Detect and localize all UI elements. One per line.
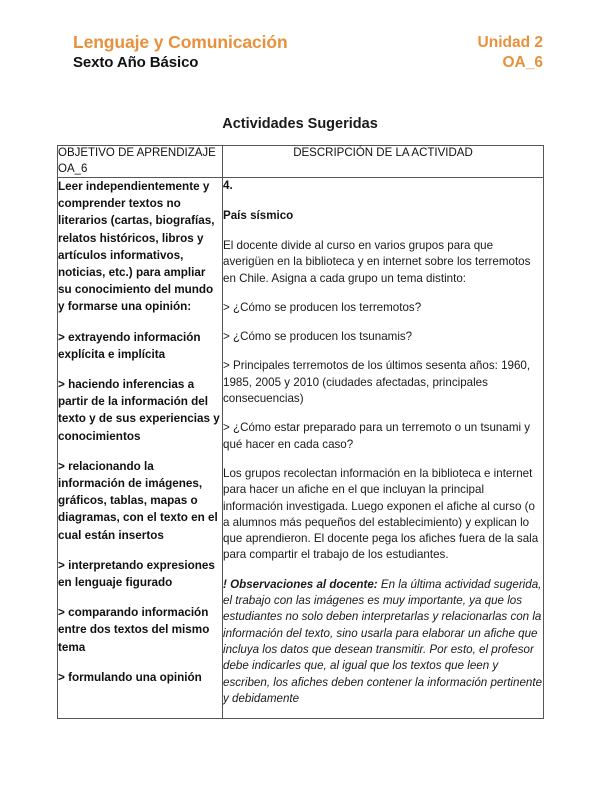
objective-bullet: > haciendo inferencias a partir de la información del texto y de sus experiencias y conocimientos bbox=[58, 378, 220, 443]
oa-code: OA_6 bbox=[502, 54, 543, 71]
objective-cell bbox=[58, 178, 223, 719]
objective-bullet: > interpretando expresiones en lenguaje figurado bbox=[58, 558, 215, 590]
subject-title: Lenguaje y Comunicación bbox=[73, 32, 288, 52]
objective-bullet: > formulando una opinión bbox=[58, 670, 202, 684]
objective-bullet: > relacionando la información de imágenes, gráficos, tablas, mapas o diagramas, con el texto en el cual están insertos bbox=[58, 459, 218, 542]
activity-subtitle: País sísmico bbox=[223, 209, 294, 222]
objective-intro: Leer independientemente y comprender textos no literarios (cartas, biografías, relatos históricos, libros y artículos informativos, noticias, etc.) para ampliar su conocimiento del mundo y formarse una opinión: bbox=[58, 180, 215, 314]
header-right-block bbox=[478, 32, 543, 73]
activity-topic: > ¿Cómo estar preparado para un terremoto o un tsunami y qué hacer en cada caso? bbox=[223, 421, 531, 451]
teacher-observations bbox=[223, 577, 543, 707]
document-header bbox=[57, 32, 543, 82]
activity-topic: > ¿Cómo se producen los tsunamis? bbox=[223, 330, 413, 344]
activity-intro: El docente divide al curso en varios grupos para que averigüen en la biblioteca y en internet sobre los terremotos en Chile. Asigna a cada grupo un tema distinto: bbox=[223, 239, 531, 285]
column-header-objective: OBJETIVO DE APRENDIZAJE OA_6 bbox=[58, 146, 223, 178]
objective-bullet: > extrayendo información explícita e implícita bbox=[58, 330, 201, 361]
header-left-block bbox=[73, 32, 288, 73]
column-header-description: DESCRIPCIÓN DE LA ACTIVIDAD bbox=[223, 146, 544, 178]
objective-bullet: > comparando información entre dos textos del mismo tema bbox=[58, 606, 210, 654]
description-cell bbox=[223, 178, 544, 719]
grade-title: Sexto Año Básico bbox=[73, 54, 199, 71]
activity-topic: > ¿Cómo se producen los terremotos? bbox=[223, 300, 422, 314]
activities-table bbox=[57, 145, 544, 719]
table-row bbox=[58, 178, 544, 719]
observation-marker: ! bbox=[223, 577, 227, 591]
table-header-row bbox=[58, 146, 544, 178]
activity-closing: Los grupos recolectan información en la biblioteca e internet para hacer un afiche en el que incluyan la principal información investigada. Luego exponen el afiche al curso (o a alumnos más pequeños del establecimiento) y explican lo que aprendieron. El docente pega los afiches fuera de la sala para compartir el trabajo de los estudiantes. bbox=[223, 466, 539, 562]
observation-lead: Observaciones al docente: bbox=[230, 577, 378, 591]
activity-topic: > Principales terremotos de los últimos sesenta años: 1960, 1985, 2005 y 2010 (ciudades afectadas, principales consecuencias) bbox=[223, 359, 531, 406]
unit-title: Unidad 2 bbox=[477, 34, 543, 51]
section-title: Actividades Sugeridas bbox=[222, 116, 378, 132]
observation-body: En la última actividad sugerida, el trabajo con las imágenes es muy importante, ya que los estudiantes no solo deben interpretarlas y relacionarlas con la información del texto, sino usarla para elaborar un afiche que incluya los datos que desean transmitir. Por esto, el profesor debe indicarles que, al igual que los textos que leen y escriben, los afiches deben contener la información pertinente y debidamente bbox=[223, 577, 543, 705]
activity-number: 4. bbox=[223, 179, 233, 192]
